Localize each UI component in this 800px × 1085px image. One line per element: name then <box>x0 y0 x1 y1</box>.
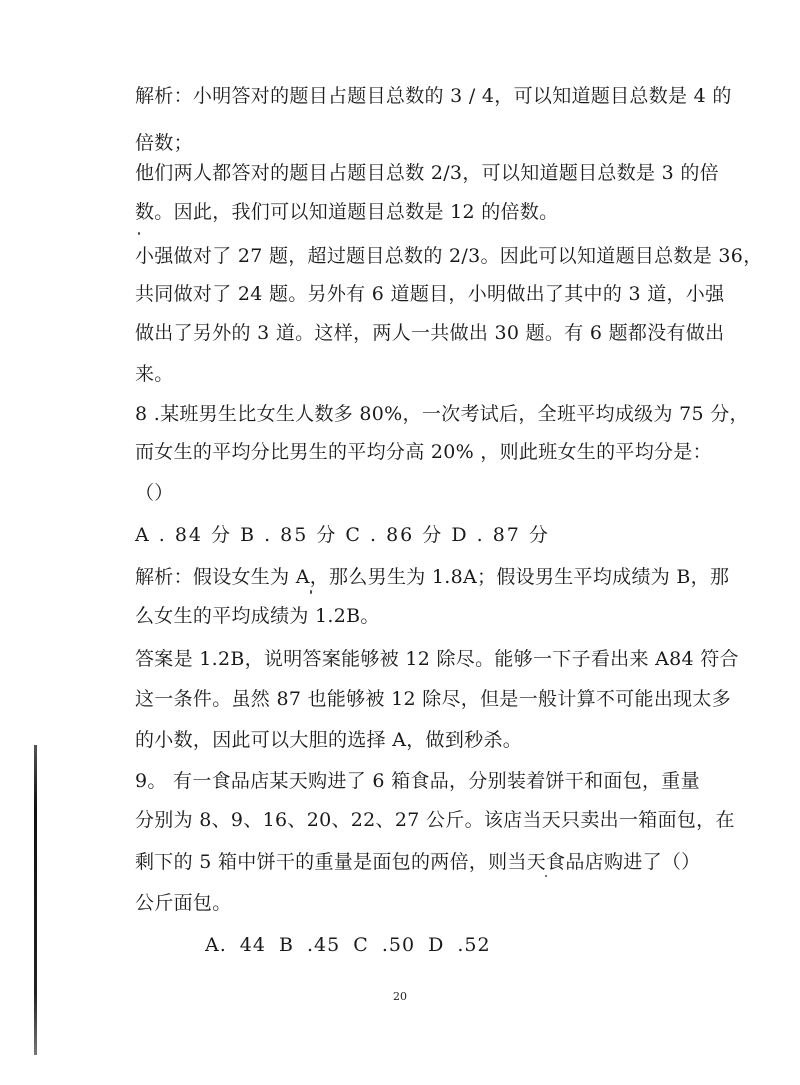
question-8-blank: （） <box>135 482 174 504</box>
text-line: 解析：小明答对的题目占题目总数的 3 / 4，可以知道题目总数是 4 的 <box>135 85 732 107</box>
text-line: 倍数； <box>135 132 193 154</box>
text-line: 小强做对了 27 题，超过题目总数的 2/3。因此可以知道题目总数是 36， <box>135 245 763 267</box>
text-line: 答案是 1.2B，说明答案能够被 12 除尽。能够一下子看出来 A84 符合 <box>135 648 739 670</box>
question-9-line: 9。 有一食品店某天购进了 6 箱食品，分别装着饼干和面包，重量 <box>135 770 700 792</box>
scan-speck <box>310 590 312 594</box>
page-number: 20 <box>393 990 407 1003</box>
text-line: 数。因此，我们可以知道题目总数是 12 的倍数。 <box>135 201 559 223</box>
text-line: 共同做对了 24 题。另外有 6 道题目，小明做出了其中的 3 道，小强 <box>135 283 725 305</box>
scan-speck <box>545 875 547 877</box>
question-8-line: 8 .某班男生比女生人数多 80%，一次考试后，全班平均成级为 75 分， <box>135 403 749 425</box>
text-line: 解析：假设女生为 A，那么男生为 1.8A；假设男生平均成绩为 B，那 <box>135 566 730 588</box>
text-line: 他们两人都答对的题目占题目总数 2/3，可以知道题目总数是 3 的倍 <box>135 162 719 184</box>
text-line: 这一条件。虽然 87 也能够被 12 除尽，但是一般计算不可能出现太多 <box>135 688 732 710</box>
question-8-line: 而女生的平均分比男生的平均分高 20% ，则此班女生的平均分是： <box>135 441 712 463</box>
scan-edge-mark <box>34 745 37 1055</box>
text-line: 的小数，因此可以大胆的选择 A，做到秒杀。 <box>135 729 523 751</box>
question-9-line: 公斤面包。 <box>135 892 232 914</box>
question-9-line: 剩下的 5 箱中饼干的重量是面包的两倍，则当天食品店购进了（） <box>135 851 701 873</box>
question-9-options: A. 44 B .45 C .50 D .52 <box>205 934 491 956</box>
text-line: 做出了另外的 3 道。这样，两人一共做出 30 题。有 6 题都没有做出 <box>135 322 725 344</box>
question-9-line: 分别为 8、9、16、20、22、27 公斤。该店当天只卖出一箱面包，在 <box>135 809 735 831</box>
text-line: 么女生的平均成绩为 1.2B。 <box>135 605 380 627</box>
text-line: 来。 <box>135 363 174 385</box>
scan-speck <box>138 232 140 235</box>
question-8-options: A . 84 分 B . 85 分 C . 86 分 D . 87 分 <box>135 524 550 546</box>
